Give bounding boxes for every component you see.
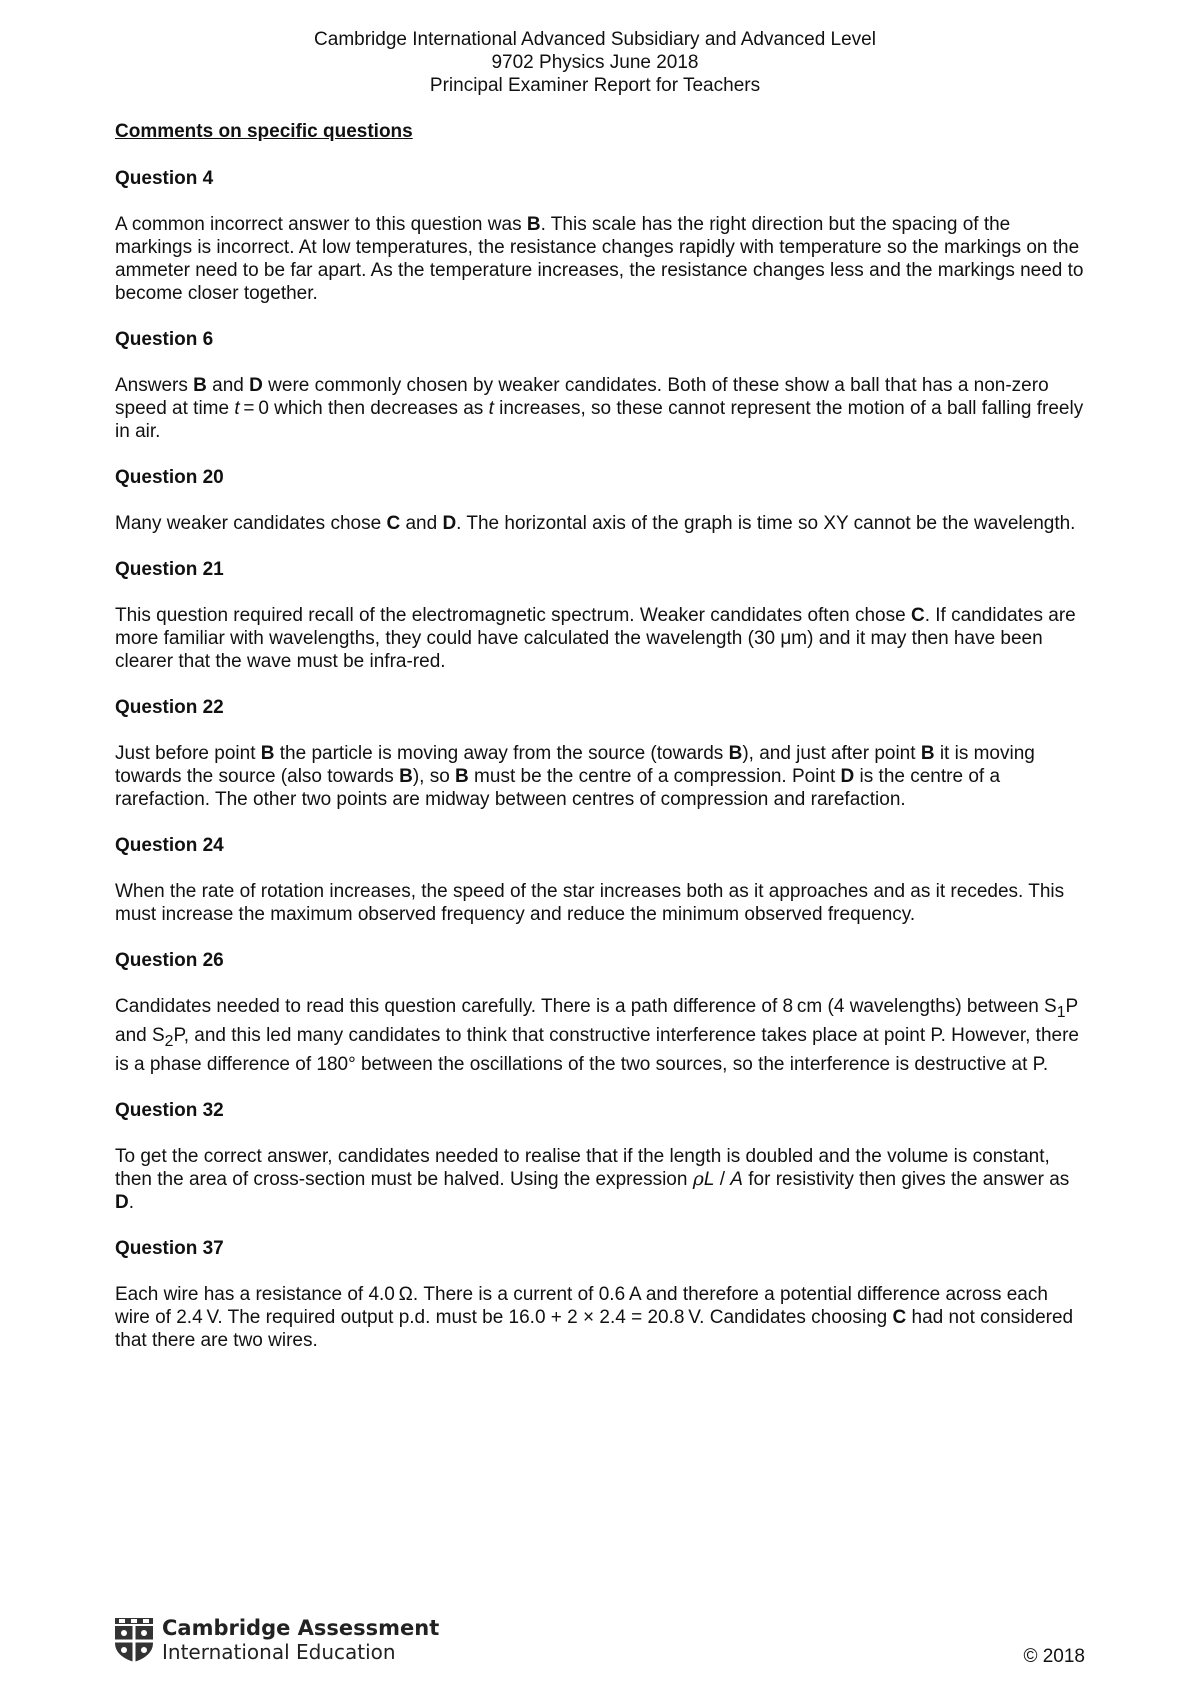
page-header [0,28,1190,97]
question-body-32: To get the correct answer, candidates needed to realise that if the length is doubled and the volume is constant, then the area of cross-section must be halved. Using the expression ρL / A for resistivity then gives the answer as D. [115,1145,1070,1213]
header-line-3: Principal Examiner Report for Teachers [429,75,761,96]
question-heading-24: Question 24 [115,835,224,856]
section-title: Comments on specific questions [115,121,413,142]
logo-line-2: International Education [162,1640,396,1664]
question-body-21: This question required recall of the electromagnetic spectrum. Weaker candidates often chose C. If candidates are more familiar with wavelengths, they could have calculated the wavelength (30 μm) and it may then have been clearer that the wave must be infra-red. [115,605,1076,672]
question-body-24: When the rate of rotation increases, the speed of the star increases both as it approaches and as it recedes. This must increase the maximum observed frequency and reduce the minimum observed frequency. [115,881,1065,925]
question-body-6: Answers B and D were commonly chosen by weaker candidates. Both of these show a ball that has a non-zero speed at time t = 0 which then decreases as t increases, so these cannot represent the motion of a ball falling freely in air. [115,375,1084,442]
logo-line-1: Cambridge Assessment [162,1616,440,1640]
question-heading-6: Question 6 [115,329,214,350]
question-heading-4: Question 4 [115,168,214,189]
question-body-20: Many weaker candidates chose C and D. The horizontal axis of the graph is time so XY cannot be the wavelength. [115,513,1076,534]
question-body-4: A common incorrect answer to this question was B. This scale has the right direction but the spacing of the markings is incorrect. At low temperatures, the resistance changes rapidly with temperature so the markings on the ammeter need to be far apart. As the temperature increases, the resistance changes less and the markings need to become closer together. [115,214,1084,304]
question-heading-22: Question 22 [115,697,224,718]
cambridge-logo [114,1616,439,1664]
question-heading-21: Question 21 [115,559,224,580]
report-content [115,120,1085,1375]
question-body-22: Just before point B the particle is moving away from the source (towards B), and just after point B it is moving towards the source (also towards B), so B must be the centre of a compression. Point D is the centre of a rarefaction. The other two points are midway between centres of compression and rarefaction. [115,743,1035,810]
cambridge-shield-icon [114,1617,154,1663]
question-body-37: Each wire has a resistance of 4.0 Ω. There is a current of 0.6 A and therefore a potential difference across each wire of 2.4 V. The required output p.d. must be 16.0 + 2 × 2.4 = 20.8 V. Candidates choosing C had not considered that there are two wires. [115,1283,1074,1351]
question-heading-20: Question 20 [115,467,224,488]
question-heading-32: Question 32 [115,1099,224,1121]
copyright: © 2018 [1023,1646,1085,1667]
question-heading-37: Question 37 [115,1237,224,1259]
header-line-2: 9702 Physics June 2018 [491,52,699,73]
header-line-1: Cambridge International Advanced Subsidiary and Advanced Level [314,29,876,50]
question-body-26: Candidates needed to read this question carefully. There is a path difference of 8 cm (4 wavelengths) between $S_1P$ and $S_2P$, and this led many candidates to think that constructive interference takes place at point P. However, there is a phase difference of 180° between the oscillations of the two sources, so the interference is destructive at P. [115,996,1079,1075]
question-heading-26: Question 26 [115,950,224,971]
